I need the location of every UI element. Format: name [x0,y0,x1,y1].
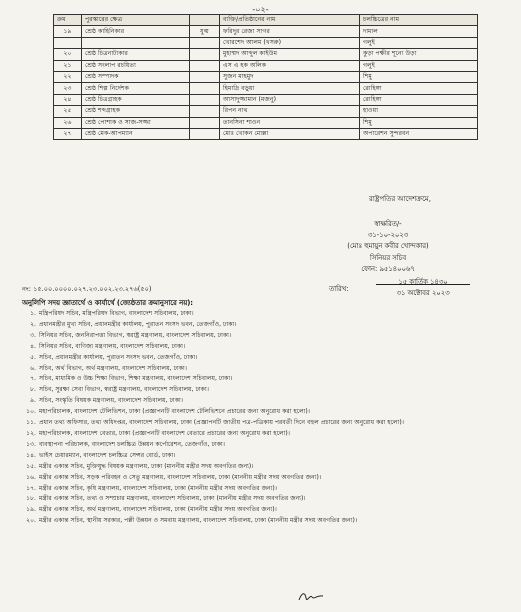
list-item-number: ১৫. [26,462,36,470]
list-item-number: ৪. [30,342,36,350]
signature-date: ৩১-১০-২০২৩ [367,231,409,240]
cell-film-name: অপারেশন সুন্দরবন [360,128,478,139]
signatory-name: (মোঃ হুমায়ুন কবীর খোন্দকার) [347,242,429,251]
list-item [22,385,510,396]
list-item-number: ১৭. [26,484,36,492]
date-divider [376,284,470,285]
cell-person-name: তানসিনা শাওন [220,117,360,128]
table-row [54,128,478,139]
cell-serial: ২২ [54,71,82,82]
page-number: -০২- [252,5,269,14]
date-label: তারিখ: [329,285,349,293]
date-bengali-calendar: ১৫ কার্তিক ১৪৩০ [398,278,448,286]
cell-award-field: শ্রেষ্ঠ চিত্রনাট্যকার [82,49,190,60]
cell-extra [190,128,220,139]
list-item-number: ১. [30,310,36,317]
cell-serial: ২৫ [54,106,82,117]
list-item [22,320,510,331]
copy-to-heading: অনুলিপি সদয় জ্ঞাতার্থে ও কার্যার্থে (জ্যেষ্ঠতার ক্রমানুসারে নয়): [22,299,194,307]
cell-extra [190,94,220,105]
list-item [22,440,510,451]
cell-extra [190,117,220,128]
list-item [22,342,510,353]
list-item-text: ব্যবস্থাপনা পরিচালক, বাংলাদেশ চলচ্চিত্র উন্নয়ন কর্পোরেশন, তেজগাঁও, ঢাকা। [39,440,225,448]
list-item [22,462,510,473]
header-award-field: পুরস্কারের ক্ষেত্র [82,15,190,26]
cell-serial: ২৭ [54,128,82,139]
cell-extra [190,83,220,94]
table-row [54,37,478,48]
cell-extra [190,71,220,82]
cell-award-field: শ্রেষ্ঠ সম্পাদক [82,71,190,82]
cell-award-field [82,37,190,48]
table-row [54,83,478,94]
cell-extra [190,37,220,48]
cell-award-field: শ্রেষ্ঠ চিত্রগ্রাহক [82,94,190,105]
list-item-text: মন্ত্রীর একান্ত সচিব, মুক্তিযুদ্ধ বিষয়ক মন্ত্রণালয়, ঢাকা (মাননীয় মন্ত্রীর সদয় অবগতির জন্য)। [39,462,254,470]
list-item-text: মহাপরিচালক, বাংলাদেশ টেলিভিশন, ঢাকা (প্রজ্ঞাপনটি বাংলাদেশ টেলিভিশনে প্রচারের জন্য অনুরোধ করা হলো)। [39,408,310,416]
signature-scribble [296,588,326,606]
order-text: রাষ্ট্রপতির আদেশক্রমে, [369,195,431,203]
cell-serial: ২৩ [54,83,82,94]
list-item [22,429,510,440]
signatory-designation: সিনিয়র সচিব [369,253,407,262]
list-item [22,309,510,320]
cell-award-field: শ্রেষ্ঠ শব্দগ্রাহক [82,106,190,117]
list-item [22,331,510,342]
cell-film-name: গলুই [360,37,478,48]
list-item-number: ১০. [26,408,36,416]
signatory-phone: ফোন: ৯৫১৪০০৬৭ [361,264,415,273]
list-item-text: সচিব, অর্থ বিভাগ, অর্থ মন্ত্রণালয়, বাংলাদেশ সচিবালয়, ঢাকা। [39,364,187,372]
list-item-number: ৬. [30,364,36,372]
cell-award-field: শ্রেষ্ঠ সংলাপ রচয়িতা [82,60,190,71]
list-item-number: ৭. [30,375,36,383]
awards-table [53,14,478,140]
list-item [22,451,510,462]
list-item-text: সিনিয়র সচিব, জননিরাপত্তা বিভাগ, স্বরাষ্ট্র মন্ত্রণালয়, বাংলাদেশ সচিবালয়, ঢাকা। [39,331,232,339]
cell-extra: যুগ্ম [190,26,220,37]
signature-block [318,219,458,275]
list-item [22,516,510,527]
header-film-name: চলচ্চিত্রের নাম [360,15,478,26]
cell-person-name: সুজন মাহমুদ [220,71,360,82]
cell-award-field: শ্রেষ্ঠ পোশাক ও সাজ-সজ্জা [82,117,190,128]
table-row [54,71,478,82]
list-item-text: ভাইস চেয়ারম্যান, বাংলাদেশ চলচ্চিত্র সেন্সর বোর্ড, ঢাকা। [39,451,176,459]
list-item-text: মন্ত্রীর একান্ত সচিব, অর্থ মন্ত্রণালয়, বাংলাদেশ সচিবালয়, ঢাকা (মাননীয় মন্ত্রীর সদয় অবগতির জন্য)। [39,506,277,514]
list-item-number: ৮. [30,386,36,394]
list-item-number: ১২. [26,429,36,437]
list-item [22,396,510,407]
cell-extra [190,60,220,71]
list-item-number: ১১. [26,419,36,427]
list-item-number: ২০. [26,517,36,525]
cell-person-name: ফরিদুর রেজা সাগর [220,26,360,37]
memo-number: নং: ১৫.০০.০০০০.০২৭.২৩.০০২.২৩.২৭৬(৫০) [22,285,152,293]
list-item [22,364,510,375]
list-item-number: ১৪. [26,451,36,459]
list-item-text: মন্ত্রীর একান্ত সচিব, তথ্য ও সম্প্রচার মন্ত্রণালয়, বাংলাদেশ সচিবালয়, ঢাকা (মাননীয় মন্ত্রীর সদয় অবগতির জন্য)। [39,495,306,503]
table-header-row [54,15,478,26]
cell-award-field: শ্রেষ্ঠ কাহিনিকার [82,26,190,37]
list-item [22,505,510,516]
list-item-text: মন্ত্রীর একান্ত সচিব, কৃষি মন্ত্রণালয়, বাংলাদেশ সচিবালয়, ঢাকা (মাননীয় মন্ত্রীর সদয় অবগতির জন্য)। [39,484,277,492]
header-serial: ক্রম [54,15,82,26]
cell-serial [54,37,82,48]
list-item [22,494,510,505]
table-row [54,94,478,105]
table-row [54,26,478,37]
cell-serial: ২০ [54,49,82,60]
header-person-name: ব্যক্তি/প্রতিষ্ঠানের নাম [220,15,360,26]
cell-person-name: রিপন নাথ [220,106,360,117]
cell-serial: ২৪ [54,94,82,105]
cell-film-name: শিমু [360,117,478,128]
cell-film-name: হাওয়া [360,106,478,117]
signed-label: স্বাক্ষরিত/- [374,220,402,228]
list-item-number: ১৬. [26,473,36,481]
cell-person-name: খোরশেদ আলম (খসরু) [220,37,360,48]
list-item-text: সিনিয়র সচিব, বাণিজ্য মন্ত্রণালয়, বাংলাদেশ সচিবালয়, ঢাকা। [39,342,186,350]
list-item [22,353,510,364]
list-item-text: সচিব, প্রধানমন্ত্রীর কার্যালয়, পুরাতন সংসদ ভবন, তেজগাঁও, ঢাকা। [39,353,198,361]
list-item-number: ১৮. [26,495,36,503]
cell-serial: ২১ [54,60,82,71]
list-item-text: মন্ত্রিপরিষদ সচিব, মন্ত্রিপরিষদ বিভাগ, বাংলাদেশ সচিবালয়, ঢাকা। [39,310,194,317]
header-extra [190,15,220,26]
cell-film-name: শিমু [360,71,478,82]
cell-person-name: মোঃ খোকন মোল্লা [220,128,360,139]
cell-extra [190,49,220,60]
list-item [22,484,510,495]
cell-person-name: মুহাম্মদ আব্দুল কাইউম [220,49,360,60]
list-item-text: সচিব, মাধ্যমিক ও উচ্চ শিক্ষা বিভাগ, শিক্ষা মন্ত্রণালয়, বাংলাদেশ সচিবালয়, ঢাকা। [39,375,233,383]
cell-film-name: গলুই [360,60,478,71]
list-item [22,407,510,418]
list-item-number: ২. [30,320,36,328]
cell-person-name: হিমাদ্রি বড়ুয়া [220,83,360,94]
list-item-text: প্রধান তথ্য অফিসার, তথ্য অধিদপ্তর, বাংলাদেশ সচিবালয়, ঢাকা (প্রজ্ঞাপনটি জাতীয় পত্র-পত্রিকায় পরবর্তী দিনে বহুল প্রচারের জন্য অনুরোধ করা হলো)। [39,419,404,427]
date-gregorian: ৩১ অক্টোবর ২০২৩ [396,289,450,297]
cell-serial: ২৬ [54,117,82,128]
list-item [22,473,510,484]
list-item-number: ৩. [30,331,36,339]
cell-serial: ১৯ [54,26,82,37]
cell-person-name: এস এ হক অলিক [220,60,360,71]
list-item-text: সচিব, সুরক্ষা সেবা বিভাগ, স্বরাষ্ট্র মন্ত্রণালয়, বাংলাদেশ সচিবালয়, ঢাকা। [39,386,209,394]
list-item-text: সচিব, সংস্কৃতি বিষয়ক মন্ত্রণালয়, বাংলাদেশ সচিবালয়, ঢাকা। [39,397,183,405]
list-item [22,418,510,429]
cell-film-name: রোহিঙ্গা [360,94,478,105]
table-row [54,117,478,128]
list-item-text: মন্ত্রীর একান্ত সচিব, স্থানীয় সরকার, পল্লী উন্নয়ন ও সমবায় মন্ত্রণালয়, বাংলাদেশ সচিবালয়, ঢাকা (মাননীয় মন্ত্রীর সদয় অবগতির জন্য)। [39,517,358,525]
cell-film-name: দামাল [360,26,478,37]
cell-extra [190,106,220,117]
table-row [54,49,478,60]
list-item-text: মহাপরিচালক, বাংলাদেশ বেতার, ঢাকা (প্রজ্ঞাপনটি বাংলাদেশ বেতারে প্রচারের জন্য অনুরোধ করা হলো)। [39,429,290,437]
list-item-number: ৯. [30,397,36,405]
list-item [22,374,510,385]
cell-award-field: শ্রেষ্ঠ শিল্প নির্দেশক [82,83,190,94]
list-item-text: প্রধানমন্ত্রীর মুখ্য সচিব, প্রধানমন্ত্রীর কার্যালয়, পুরাতন সংসদ ভবন, তেজগাঁও, ঢাকা। [39,320,237,328]
table-row [54,106,478,117]
list-item-text: মন্ত্রীর একান্ত সচিব, সড়ক পরিবহন ও সেতু মন্ত্রণালয়, বাংলাদেশ সচিবালয়, ঢাকা (মাননীয় মন্ত্রীর সদয় অবগতির জন্য)। [39,473,322,481]
list-item-number: ১৯. [26,506,36,514]
cell-award-field: শ্রেষ্ঠ মেক-আপম্যান [82,128,190,139]
table-row [54,60,478,71]
cell-film-name: রোহিঙ্গা [360,83,478,94]
copy-to-list [22,309,510,527]
cell-film-name: কুড়া পক্ষীর শূন্যে উড়া [360,49,478,60]
list-item-number: ১৩. [26,440,36,448]
list-item-number: ৫. [30,353,36,361]
cell-person-name: আসাদুজ্জামান (মজনু) [220,94,360,105]
